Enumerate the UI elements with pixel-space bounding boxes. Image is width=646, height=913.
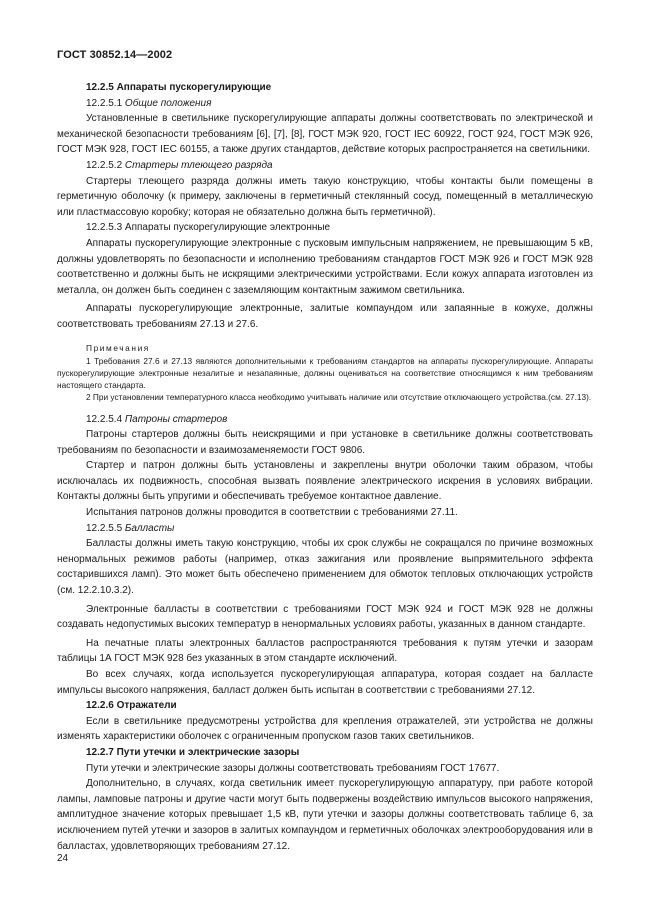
paragraph: Дополнительно, в случаях, когда светильник имеет пускорегулирующую аппаратуру, при работе которой лампы, ламповые патроны и другие части могут быть подвержены воздействию импульсов высокого напряжения, амплитудное значение которых превышает 1,5 кВ, пути утечки и зазоры должны соответствовать таблице 6, за исключением путей утечки и зазоров в залитых компаундом и герметичных оболочках электрооборудования или в балластах, удовлетворяющих требованиям 27.12. bbox=[57, 778, 593, 852]
paragraph: Балласты должны иметь такую конструкцию, чтобы их срок службы не сокращался по причине возможных ненормальных режимов работы (например, отказ зажигания или проявление выпрямительного эффекта состарившихся ламп). Это может быть обеспечено применением для обмоток тепловых отключающих устройств (см. 12.2.10.3.2). bbox=[57, 538, 593, 597]
paragraph: Аппараты пускорегулирующие электронные, залитые компаундом или запаянные в кожухе, должны соответствовать требованиям 27.13 и 27.6. bbox=[57, 303, 593, 330]
paragraph: Электронные балласты в соответствии с требованиями ГОСТ МЭК 924 и ГОСТ МЭК 928 не должны создавать недопустимых высоких температур в ненормальных условиях работы, указанных в данном стандарте. bbox=[57, 603, 593, 631]
section-12-2-5-5-heading: 12.2.5.5 Балласты bbox=[86, 522, 175, 534]
paragraph: Если в светильнике предусмотрены устройства для крепления отражателей, эти устройства не должны изменять характеристики оболочек с ограниченным пропуском газов таких светильников. bbox=[57, 715, 593, 743]
notes-block bbox=[57, 342, 593, 404]
paragraph: Стартеры тлеющего разряда должны иметь такую конструкцию, чтобы контакты были помещены в герметичную оболочку (к примеру, заключены в герметичный стеклянный сосуд, помещенный в металлическую или пластмассовую коробку; которая не обязательно должна быть герметичной). bbox=[57, 175, 593, 218]
note-2: 2 При установлении температурного класса необходимо учитывать наличие или отсутствие отключающего устройства.(см. 27.13). bbox=[86, 392, 592, 403]
paragraph: Патроны стартеров должны быть неискрящими и при установке в светильнике должны соответствовать требованиям по безопасности и взаимозаменяемости ГОСТ 9806. bbox=[57, 429, 593, 456]
paragraph: Аппараты пускорегулирующие электронные с пусковым импульсным напряжением, не превышающим 5 кВ, должны удовлетворять по безопасности и исполнению требованиям стандартов ГОСТ МЭК 926 и ГОСТ МЭК 928 соответственно и должны быть не искрящими электрическими устройствами. Если кожух аппарата изготовлен из металла, он должен быть соединен с заземляющим контактным зажимом светильника. bbox=[57, 237, 593, 296]
paragraph: Установленные в светильнике пускорегулирующие аппараты должны соответствовать по электрической и механической безопасности требованиям [6], [7], [8], ГОСТ МЭК 920, ГОСТ IEC 60922, ГОСТ 924, ГОСТ МЭК 926, ГОСТ МЭК 928, ГОСТ IEC 60155, а также других стандартов, действие которых распространяется на светильники. bbox=[57, 113, 593, 156]
section-12-2-5-title: 12.2.5 Аппараты пускорегулирующие bbox=[86, 82, 272, 93]
standard-header: ГОСТ 30852.14—2002 bbox=[57, 49, 173, 61]
section-12-2-5-2-heading: 12.2.5.2 Стартеры тлеющего разряда bbox=[86, 159, 273, 171]
section-12-2-7-title: 12.2.7 Пути утечки и электрические зазоры bbox=[86, 746, 300, 758]
paragraph: Пути утечки и электрические зазоры должны соответствовать требованиям ГОСТ 17677. bbox=[86, 762, 500, 774]
section-12-2-5-4-heading: 12.2.5.4 Патроны стартеров bbox=[86, 413, 228, 425]
notes-heading: Примечания bbox=[86, 342, 150, 353]
section-12-2-5-1-heading: 12.2.5.1 Общие положения bbox=[86, 97, 212, 109]
paragraph: На печатные платы электронных балластов распространяются требования к путям утечки и зазорам таблицы 1А ГОСТ МЭК 928 без указанных в этом стандарте исключений. bbox=[57, 637, 593, 665]
note-1: 1 Требования 27.6 и 27.13 являются дополнительными к требованиям стандартов на аппараты пускорегулирующие. Аппараты пускорегулирующие электронные незалитые и незапаянные, должны оцениваться на соответствие относящимся к ним требованиям настоящего стандарта. bbox=[57, 355, 593, 391]
paragraph: Во всех случаях, когда используется пускорегулирующая аппаратура, которая создает на балласте импульсы высокого напряжения, балласт должен быть испытан в соответствии с требованиями 27.12. bbox=[57, 669, 593, 696]
document-body bbox=[57, 80, 593, 854]
paragraph: Стартер и патрон должны быть установлены и закреплены внутри оболочки таким образом, чтобы исключалась их подвижность, способная вызвать появление электрического искрения в условиях вибрации. Контакты должны быть упругими и обеспечивать требуемое контактное давление. bbox=[57, 460, 593, 503]
section-12-2-5-3-heading: 12.2.5.3 Аппараты пускорегулирующие электронные bbox=[86, 222, 331, 234]
page-number: 24 bbox=[57, 853, 69, 864]
paragraph: Испытания патронов должны проводится в соответствии с требованиями 27.11. bbox=[86, 507, 458, 519]
section-12-2-6-title: 12.2.6 Отражатели bbox=[86, 700, 177, 712]
